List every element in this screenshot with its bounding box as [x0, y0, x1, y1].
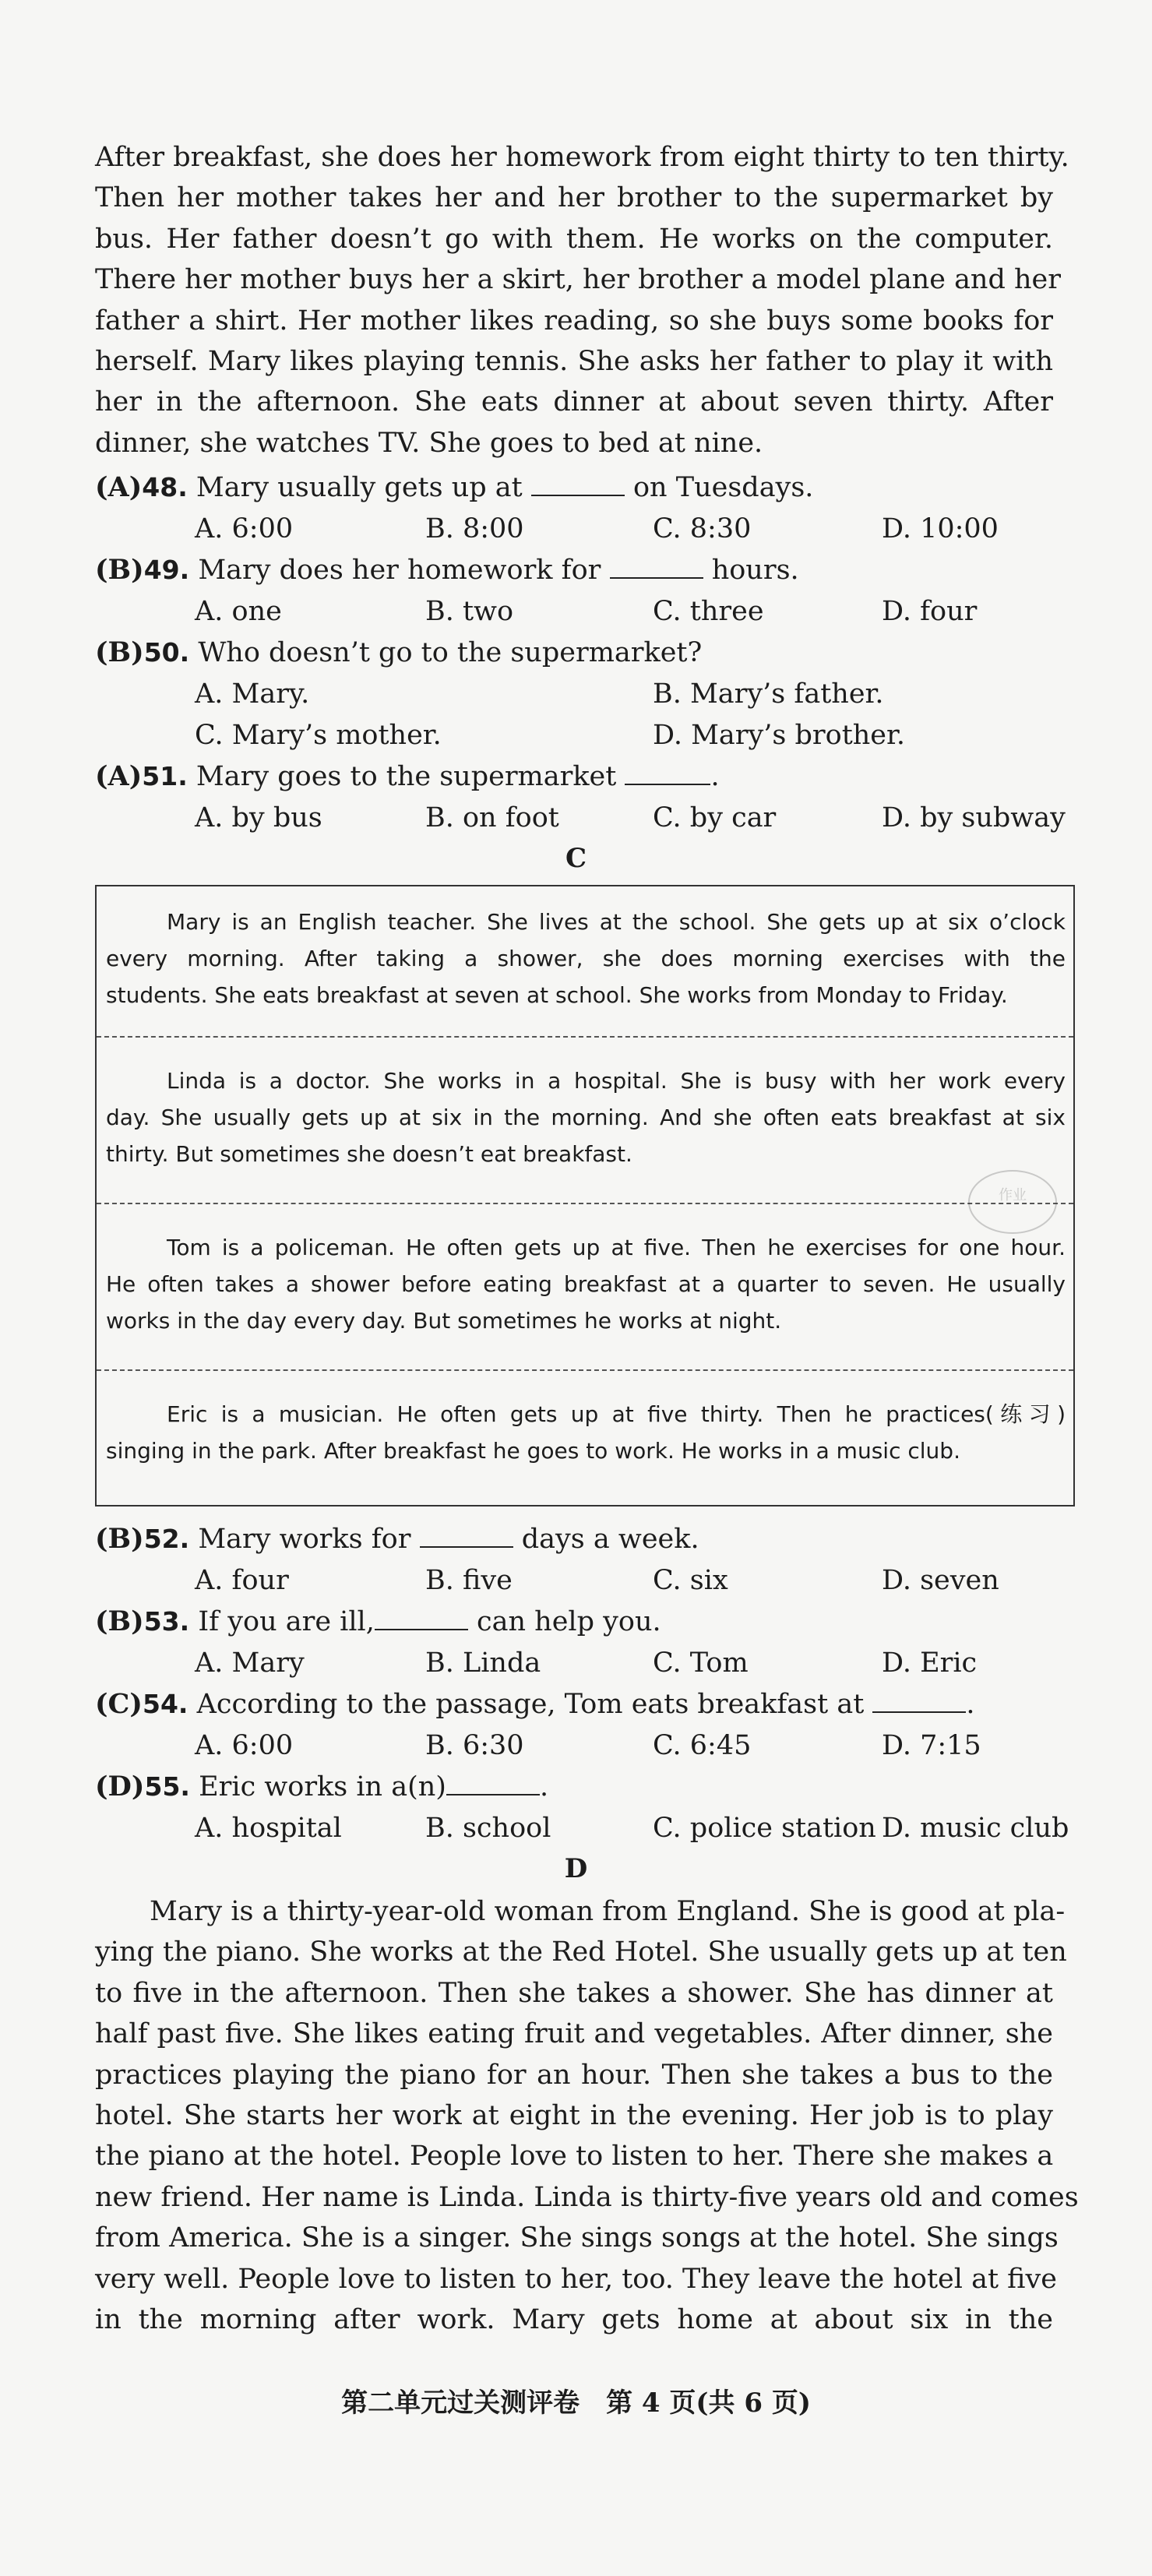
passage-line: in the morning after work. Mary gets home at about six in the — [95, 2304, 1053, 2336]
box-line: Tom is a policeman. He often gets up at five. Then he exercises for one hour. — [167, 1235, 1066, 1260]
passage-line: hotel. She starts her work at eight in the evening. Her job is to play — [95, 2100, 1053, 2132]
option-a[interactable]: A. one — [195, 596, 282, 627]
passage-line: father a shirt. Her mother likes reading, so she buys some books for — [95, 305, 1053, 337]
question-number: 48. — [142, 472, 188, 502]
answer-blank[interactable] — [625, 760, 710, 785]
answer-mark: (B) — [95, 1523, 144, 1555]
question-55 — [95, 1767, 1061, 1807]
passage-line: very well. People love to listen to her, too. They leave the hotel at five — [95, 2263, 1057, 2295]
answer-mark: (B) — [95, 636, 144, 668]
passage-line: bus. Her father doesn’t go with them. He works on the computer. — [95, 223, 1053, 255]
question-stem-end: days a week. — [521, 1524, 699, 1555]
dashed-divider — [97, 1369, 1073, 1371]
passage-line: Then her mother takes her and her brother to the supermarket by — [95, 182, 1053, 214]
passage-line: the piano at the hotel. People love to listen to her. There she makes a — [95, 2141, 1054, 2173]
box-line: singing in the park. After breakfast he goes to work. He works in a music club. — [106, 1438, 960, 1464]
question-53 — [95, 1602, 1061, 1642]
option-a[interactable]: A. Mary — [195, 1647, 305, 1679]
option-a[interactable]: A. four — [195, 1565, 289, 1596]
question-number: 52. — [143, 1524, 190, 1554]
answer-blank[interactable] — [420, 1523, 513, 1548]
passage-line: her in the afternoon. She eats dinner at about seven thirty. After — [95, 386, 1053, 418]
section-d-heading: D — [564, 1853, 588, 1884]
option-c[interactable]: C. 6:45 — [653, 1730, 752, 1761]
answer-blank[interactable] — [872, 1688, 966, 1713]
question-number: 51. — [142, 761, 188, 791]
box-item-eric — [106, 1396, 1066, 1469]
option-c[interactable]: C. Tom — [653, 1647, 749, 1679]
question-number: 55. — [144, 1771, 190, 1802]
passage-line: to five in the afternoon. Then she takes a shower. She has dinner at — [95, 1977, 1053, 2009]
question-54 — [95, 1684, 1061, 1725]
question-stem: Mary usually gets up at — [196, 472, 523, 503]
answer-blank[interactable] — [375, 1605, 468, 1630]
question-stem-end: on Tuesdays. — [632, 472, 814, 503]
question-stem: According to the passage, Tom eats breakfast at — [196, 1689, 865, 1720]
box-line: Mary is an English teacher. She lives at the school. She gets up at six o’clock — [167, 909, 1066, 935]
box-line: every morning. After taking a shower, she does morning exercises with the — [106, 946, 1066, 971]
answer-mark: (D) — [95, 1771, 145, 1802]
option-b[interactable]: B. 8:00 — [425, 513, 524, 544]
question-stem-end: hours. — [711, 555, 799, 586]
box-line: He often takes a shower before eating breakfast at a quarter to seven. He usually — [106, 1271, 1066, 1297]
answer-blank[interactable] — [610, 554, 703, 579]
question-stem: Mary works for — [198, 1524, 411, 1555]
question-49 — [95, 550, 1061, 590]
box-line: Eric is a musician. He often gets up at five thirty. Then he practices(练习) — [167, 1401, 1066, 1427]
section-c-heading: C — [565, 843, 587, 874]
passage-d — [95, 1891, 1079, 2340]
question-48 — [95, 467, 1061, 508]
question-stem: Eric works in a(n) — [199, 1771, 446, 1802]
option-b[interactable]: B. on foot — [425, 802, 559, 833]
option-a[interactable]: A. by bus — [195, 802, 322, 833]
box-line: thirty. But sometimes she doesn’t eat breakfast. — [106, 1141, 632, 1167]
option-b[interactable]: B. Mary’s father. — [653, 678, 884, 710]
question-51 — [95, 756, 1061, 797]
passage-line: practices playing the piano for an hour. Then she takes a bus to the — [95, 2059, 1053, 2091]
answer-mark: (A) — [95, 760, 143, 792]
box-item-linda — [106, 1062, 1066, 1172]
answer-blank[interactable] — [531, 471, 625, 496]
answer-mark: (C) — [95, 1688, 143, 1720]
answer-mark: (B) — [95, 554, 144, 586]
box-line: day. She usually gets up at six in the morning. And she often eats breakfast at six — [106, 1105, 1066, 1130]
passage-line: Mary is a thirty-year-old woman from England. She is good at pla- — [150, 1896, 1066, 1927]
option-c[interactable]: C. by car — [653, 802, 777, 833]
question-number: 50. — [143, 637, 190, 668]
passage-line: half past five. She likes eating fruit and vegetables. After dinner, she — [95, 2018, 1053, 2050]
option-d[interactable]: D. 10:00 — [882, 513, 999, 544]
option-a[interactable]: A. Mary. — [195, 678, 310, 710]
stamp-text: 作业 — [999, 1187, 1027, 1203]
dashed-divider — [97, 1036, 1073, 1038]
option-c[interactable]: C. police station — [653, 1813, 876, 1844]
question-number: 54. — [142, 1689, 188, 1719]
box-line: works in the day every day. But sometimes he works at night. — [106, 1308, 782, 1334]
answer-mark: (B) — [95, 1605, 144, 1637]
option-c[interactable]: C. six — [653, 1565, 728, 1596]
option-c[interactable]: C. three — [653, 596, 764, 627]
question-stem: Mary does her homework for — [198, 555, 601, 586]
section-c-box — [95, 885, 1075, 1506]
passage-line: new friend. Her name is Linda. Linda is thirty-five years old and comes — [95, 2181, 1079, 2213]
passage-line: herself. Mary likes playing tennis. She asks her father to play it with — [95, 346, 1053, 378]
dashed-divider — [97, 1203, 1073, 1204]
question-stem: Who doesn’t go to the supermarket? — [198, 637, 703, 668]
question-number: 49. — [143, 555, 190, 585]
option-b[interactable]: B. Linda — [425, 1647, 541, 1679]
option-b[interactable]: B. 6:30 — [425, 1730, 524, 1761]
answer-blank[interactable] — [446, 1771, 540, 1795]
option-d[interactable]: D. by subway — [882, 802, 1066, 833]
passage-line: There her mother buys her a skirt, her brother a model plane and her — [95, 264, 1061, 296]
passage-line: After breakfast, she does her homework from eight thirty to ten thirty. — [95, 142, 1069, 173]
box-line: Linda is a doctor. She works in a hospital. She is busy with her work every — [167, 1068, 1066, 1094]
option-c[interactable]: C. Mary’s mother. — [195, 720, 442, 751]
question-stem-end: . — [966, 1689, 975, 1720]
option-c[interactable]: C. 8:30 — [653, 513, 752, 544]
question-50 — [95, 633, 1061, 673]
question-stem-end: can help you. — [477, 1606, 661, 1637]
box-item-mary — [106, 904, 1066, 1013]
option-a[interactable]: A. 6:00 — [195, 513, 294, 544]
option-d[interactable]: D. 7:15 — [882, 1730, 981, 1761]
option-b[interactable]: B. five — [425, 1565, 513, 1596]
question-number: 53. — [143, 1606, 190, 1637]
option-d[interactable]: D. seven — [882, 1565, 999, 1596]
question-52 — [95, 1519, 1061, 1559]
option-d[interactable]: D. Eric — [882, 1647, 978, 1679]
page-footer: 第二单元过关测评卷 第 4 页(共 6 页) — [341, 2387, 811, 2419]
stamp-watermark-icon — [966, 1167, 1059, 1237]
option-a[interactable]: A. hospital — [195, 1813, 342, 1844]
option-b[interactable]: B. two — [425, 596, 514, 627]
passage-line: from America. She is a singer. She sings songs at the hotel. She sings — [95, 2222, 1059, 2254]
question-stem-end: . — [710, 761, 720, 792]
option-d[interactable]: D. music club — [882, 1813, 1069, 1844]
passage-b-tail — [95, 137, 1069, 463]
question-stem: Mary goes to the supermarket — [196, 761, 617, 792]
option-b[interactable]: B. school — [425, 1813, 551, 1844]
question-stem-end: . — [539, 1771, 549, 1802]
passage-line: dinner, she watches TV. She goes to bed at nine. — [95, 427, 763, 459]
option-a[interactable]: A. 6:00 — [195, 1730, 294, 1761]
passage-line: ying the piano. She works at the Red Hotel. She usually gets up at ten — [95, 1936, 1067, 1968]
box-item-tom — [106, 1229, 1066, 1339]
answer-mark: (A) — [95, 471, 143, 503]
option-d[interactable]: D. four — [882, 596, 978, 627]
option-d[interactable]: D. Mary’s brother. — [653, 720, 906, 751]
box-line: students. She eats breakfast at seven at school. She works from Monday to Friday. — [106, 982, 1008, 1008]
question-stem: If you are ill, — [198, 1606, 375, 1637]
